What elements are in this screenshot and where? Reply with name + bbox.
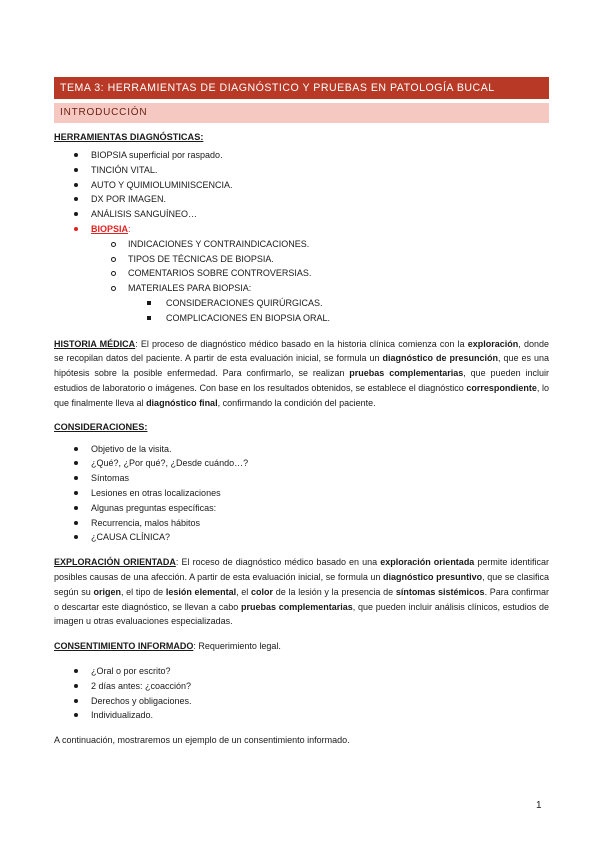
list-item: Lesiones en otras localizaciones [54,486,549,501]
list-item: Individualizado. [54,708,549,723]
circle-bullet-icon [111,286,116,291]
list-item: MATERIALES PARA BIOPSIA: CONSIDERACIONES QUIRÚRGICAS. COMPLICACIONES EN BIOPSIA ORAL. [91,281,549,325]
list-item: CONSIDERACIONES QUIRÚRGICAS. [128,296,549,311]
page-number: 1 [536,800,542,811]
bullet-icon [74,684,78,688]
list-item: DX POR IMAGEN. [54,192,549,207]
list-item: BIOPSIA superficial por raspado. [54,148,549,163]
herramientas-list [54,148,549,326]
circle-bullet-icon [111,257,116,262]
circle-bullet-icon [111,271,116,276]
closing-paragraph: A continuación, mostraremos un ejemplo de un consentimiento informado. [54,735,350,746]
consentimiento-paragraph: CONSENTIMIENTO INFORMADO: Requerimiento legal. [54,641,281,652]
list-item: ANÁLISIS SANGUÍNEO… [54,207,549,222]
consideraciones-list [54,442,549,546]
historia-paragraph: HISTORIA MÉDICA: El proceso de diagnóstico médico basado en la historia clínica comienza con la exploración, donde se recopilan datos del paciente. A partir de esta evaluación inicial, se formula un diagnóstico de presunción, que es una hipótesis sobre la posible enfermedad. Para confirmarlo, se realizan pruebas complementarias, que pueden incluir estudios de laboratorio o imágenes. Con base en los resultados obtenidos, se establece el diagnóstico correspondiente, lo que finalmente lleva al diagnóstico final, confirmando la condición del paciente. [54,338,549,408]
consentimiento-list [54,664,549,723]
list-item: Síntomas [54,471,549,486]
bullet-icon [74,491,78,495]
chapter-title: TEMA 3: HERRAMIENTAS DE DIAGNÓSTICO Y PRUEBAS EN PATOLOGÍA BUCAL [54,77,549,99]
bullet-icon [74,197,78,201]
square-bullet-icon [147,316,151,320]
bullet-icon [74,506,78,510]
list-item: Algunas preguntas específicas: [54,501,549,516]
bullet-icon [74,461,78,465]
bullet-icon [74,183,78,187]
list-item: Derechos y obligaciones. [54,694,549,709]
document-page [54,77,549,748]
square-bullet-icon [147,301,151,305]
bullet-icon [74,699,78,703]
biopsia-sublist [91,237,549,326]
list-item: ¿CAUSA CLÍNICA? [54,530,549,545]
bullet-icon [74,713,78,717]
list-item: ¿Oral o por escrito? [54,664,549,679]
list-item: ¿Qué?, ¿Por qué?, ¿Desde cuándo…? [54,456,549,471]
bullet-icon [74,227,78,231]
bullet-icon [74,153,78,157]
list-item: TINCIÓN VITAL. [54,163,549,178]
list-item: TIPOS DE TÉCNICAS DE BIOPSIA. [91,252,549,267]
list-item-biopsia: BIOPSIA: INDICACIONES Y CONTRAINDICACIONES. TIPOS DE TÉCNICAS DE BIOPSIA. COMENTARIOS SOBRE CONTROVERSIAS. MATERIALES PARA BIOPSIA: CONSIDERACIONES QUIRÚRGICAS. COMPLICACIONES EN BIOPSIA ORAL. [54,222,549,326]
bullet-icon [74,168,78,172]
bullet-icon [74,669,78,673]
circle-bullet-icon [111,242,116,247]
section-title: INTRODUCCIÓN [54,103,549,123]
bullet-icon [74,521,78,525]
list-item: Objetivo de la visita. [54,442,549,457]
bullet-icon [74,476,78,480]
bullet-icon [74,535,78,539]
list-item: INDICACIONES Y CONTRAINDICACIONES. [91,237,549,252]
materiales-sublist [128,296,549,326]
list-item: AUTO Y QUIMIOLUMINISCENCIA. [54,178,549,193]
bullet-icon [74,447,78,451]
exploracion-paragraph: EXPLORACIÓN ORIENTADA: El roceso de diagnóstico médico basado en una exploración orientada permite identificar posibles causas de una afección. A partir de esta evaluación inicial, se formula un diagnóstico presuntivo, que se clasifica según su origen, el tipo de lesión elemental, el color de la lesión y la presencia de síntomas sistémicos. Para confirmar o descartar este diagnóstico, se llevan a cabo pruebas complementarias, que pueden incluir análisis clínicos, estudios de imagen u otras evaluaciones especializadas. [54,557,550,627]
list-item: 2 días antes: ¿coacción? [54,679,549,694]
list-item: Recurrencia, malos hábitos [54,516,549,531]
list-item: COMPLICACIONES EN BIOPSIA ORAL. [128,311,549,326]
bullet-icon [74,212,78,216]
herramientas-heading: HERRAMIENTAS DIAGNÓSTICAS: [54,132,204,142]
list-item: COMENTARIOS SOBRE CONTROVERSIAS. [91,266,549,281]
consideraciones-heading: CONSIDERACIONES: [54,421,148,432]
